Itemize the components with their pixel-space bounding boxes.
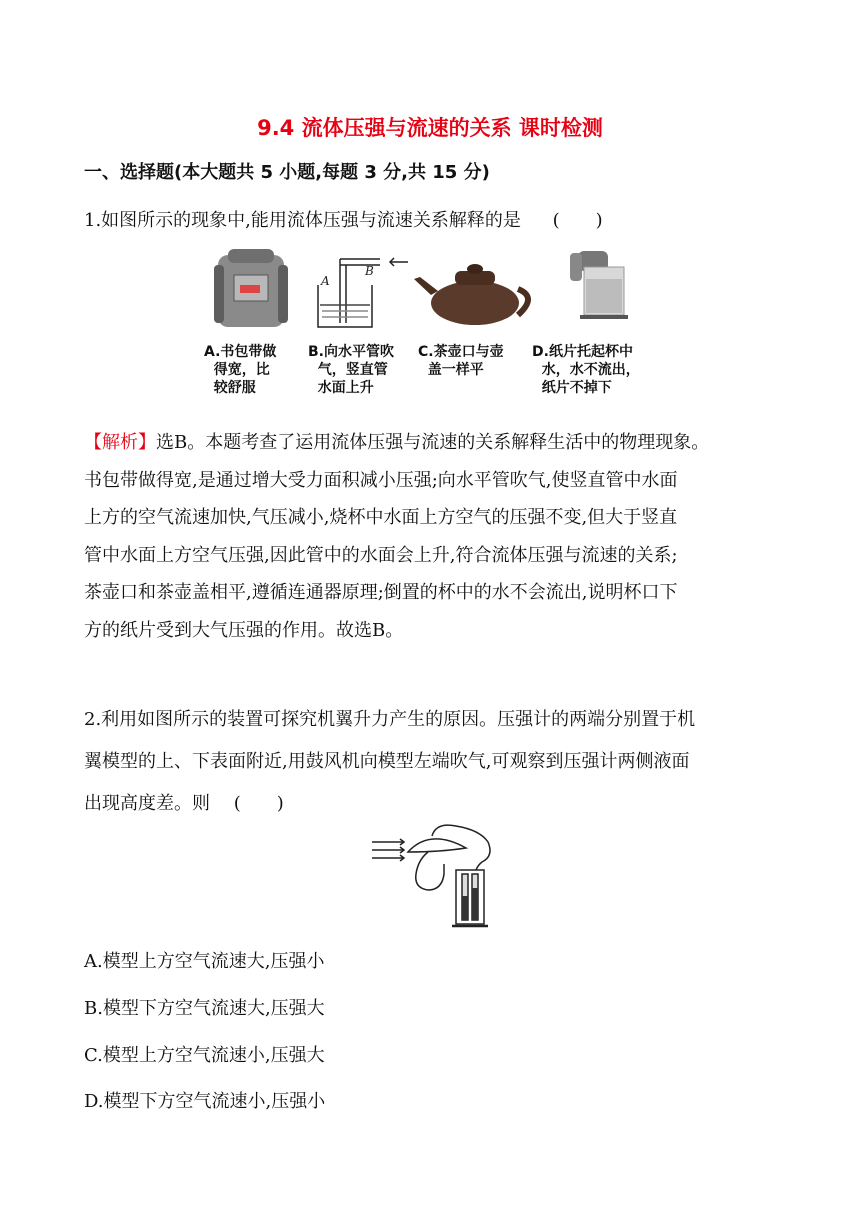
question-1-analysis — [84, 424, 784, 649]
question-2-stem-line: 翼模型的上、下表面附近,用鼓风机向模型左端吹气,可观察到压强计两侧液面 — [84, 751, 690, 772]
analysis-line: 选B。本题考查了运用流体压强与流速的关系解释生活中的物理现象。 — [156, 432, 710, 453]
label-a: A — [321, 274, 330, 288]
option-c: C.模型上方空气流速小,压强大 — [84, 1045, 325, 1066]
caption-d: D.纸片托起杯中 水，水不流出， 纸片不掉下 — [532, 344, 640, 396]
section-heading: 一、选择题(本大题共 5 小题,每题 3 分,共 15 分) — [84, 162, 490, 183]
analysis-line: 方的纸片受到大气压强的作用。故选B。 — [84, 619, 404, 641]
answer-bracket: ( ) — [552, 210, 603, 231]
option-d: D.模型下方空气流速小,压强小 — [84, 1091, 326, 1112]
answer-bracket: ( ) — [233, 793, 284, 814]
question-1-text: 1.如图所示的现象中,能用流体压强与流速关系解释的是 — [84, 210, 521, 231]
beaker-tube-diagram — [318, 258, 408, 327]
question-2-stem-line — [84, 789, 284, 815]
question-1-illustrations — [200, 245, 660, 335]
question-2-stem-text: 出现高度差。则 — [84, 793, 210, 814]
wing-manometer-diagram — [370, 822, 500, 932]
caption-c: C.茶壶口与壶 盖一样平 — [418, 344, 504, 378]
question-1-stem — [84, 206, 603, 232]
question-1-figure — [200, 245, 660, 405]
analysis-tag: 【解析】 — [84, 432, 156, 453]
analysis-line: 上方的空气流速加快,气压减小,烧杯中水面上方空气的压强不变,但大于竖直 — [84, 507, 678, 528]
option-b: B.模型下方空气流速大,压强大 — [84, 998, 325, 1019]
teapot-image — [414, 264, 528, 325]
label-b: B — [365, 264, 374, 278]
analysis-line: 书包带做得宽,是通过增大受力面积减小压强;向水平管吹气,使竖直管中水面 — [84, 469, 678, 491]
option-a: A.模型上方空气流速大,压强小 — [84, 951, 325, 972]
analysis-line: 管中水面上方空气压强,因此管中的水面会上升,符合流体压强与流速的关系; — [84, 544, 678, 566]
analysis-line: 茶壶口和茶壶盖相平,遵循连通器原理;倒置的杯中的水不会流出,说明杯口下 — [84, 582, 678, 603]
backpack-image — [214, 249, 288, 327]
wing-manometer-figure — [370, 822, 500, 932]
page-title: 9.4 流体压强与流速的关系 课时检测 — [257, 116, 603, 140]
question-2-stem-line: 2.利用如图所示的装置可探究机翼升力产生的原因。压强计的两端分别置于机 — [84, 709, 696, 730]
cup-paper-image — [570, 251, 628, 319]
caption-a: A.书包带做 得宽，比 较舒服 — [204, 344, 277, 396]
caption-b: B.向水平管吹 气，竖直管 水面上升 — [308, 344, 394, 396]
